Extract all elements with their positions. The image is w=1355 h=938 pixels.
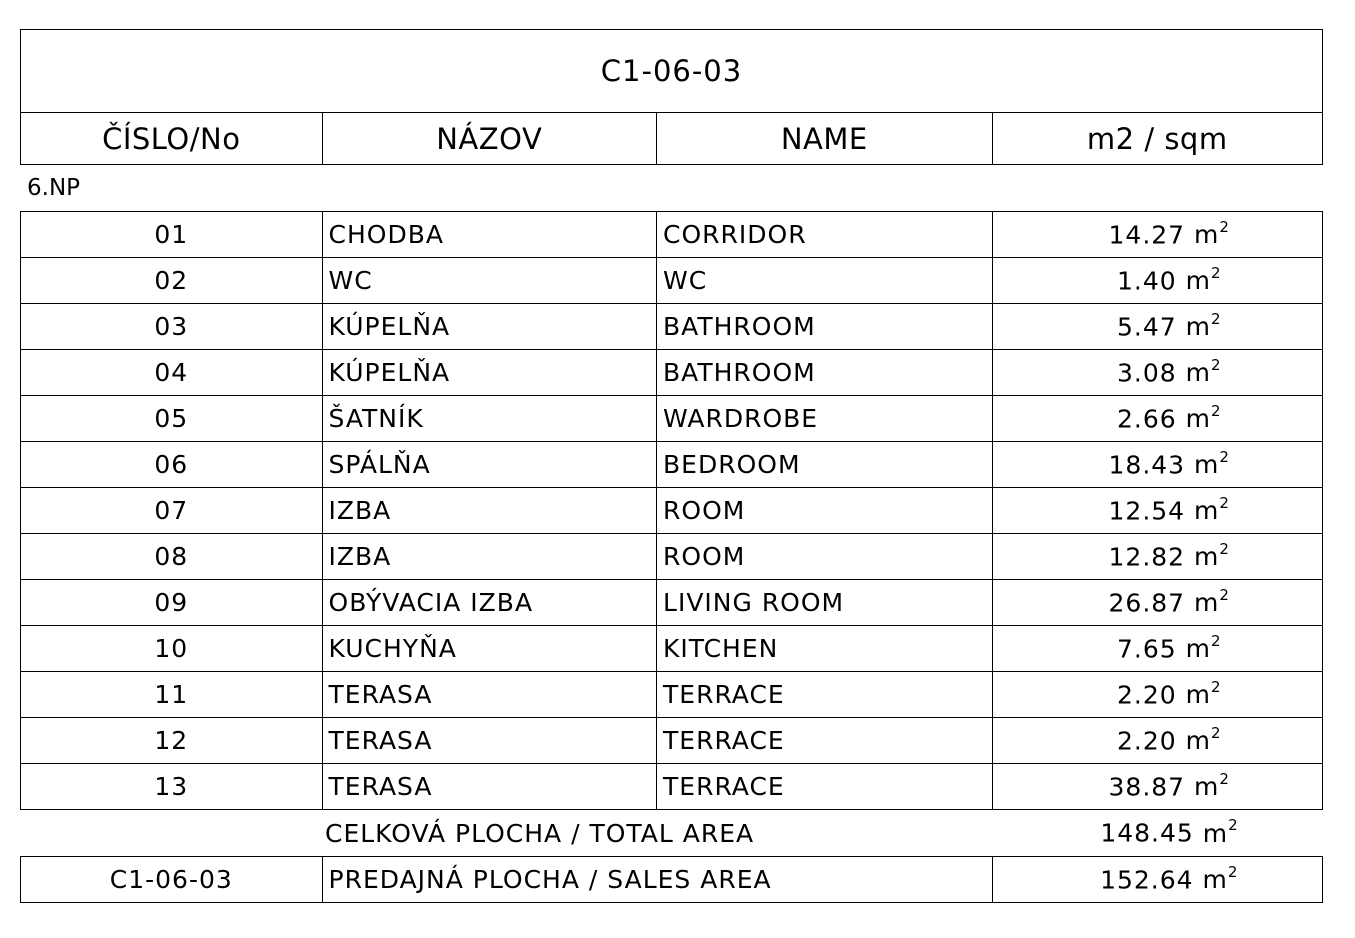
room-name: TERRACE — [656, 718, 991, 763]
room-area-value: 38.87 — [1108, 772, 1186, 802]
room-area-value: 1.40 — [1116, 266, 1177, 296]
rooms-table — [20, 211, 1323, 810]
room-name: BEDROOM — [656, 442, 991, 487]
total-label: CELKOVÁ PLOCHA / TOTAL AREA — [325, 818, 755, 848]
room-area-value: 18.43 — [1108, 450, 1186, 480]
room-name: ROOM — [656, 488, 991, 533]
sales-area-value: 152.64 — [1100, 865, 1194, 895]
room-area-value: 2.20 — [1116, 680, 1177, 710]
area-unit: $m^2$ — [1194, 539, 1230, 572]
room-name: TERRACE — [656, 672, 991, 717]
area-unit: $m^2$ — [1185, 677, 1222, 710]
table-row — [21, 764, 1322, 810]
area-unit: $m^2$ — [1185, 631, 1222, 664]
room-schedule — [20, 29, 1323, 903]
table-row — [21, 672, 1322, 718]
area-unit: $m^2$ — [1202, 862, 1239, 895]
room-area — [992, 672, 1322, 717]
room-name: BATHROOM — [656, 350, 991, 395]
floor-label — [20, 165, 1323, 211]
header-row — [20, 112, 1323, 165]
room-number: 11 — [154, 680, 189, 709]
room-area — [992, 304, 1322, 349]
room-area — [992, 442, 1322, 487]
total-row — [20, 810, 1323, 856]
room-area-value: 2.20 — [1116, 726, 1177, 756]
header-area: m2 / sqm — [992, 113, 1323, 164]
room-number: 06 — [154, 450, 189, 479]
area-unit: $m^2$ — [1185, 309, 1222, 342]
room-nazov: TERASA — [322, 718, 656, 763]
room-area-value: 5.47 — [1116, 312, 1177, 342]
room-nazov: CHODBA — [322, 212, 656, 257]
room-nazov: KUCHYŇA — [322, 626, 656, 671]
area-unit: $m^2$ — [1194, 493, 1230, 526]
table-row — [21, 258, 1322, 304]
table-row — [21, 580, 1322, 626]
area-unit: $m^2$ — [1194, 447, 1230, 480]
room-number: 04 — [154, 358, 189, 387]
room-name: ROOM — [656, 534, 991, 579]
total-area — [992, 810, 1323, 856]
room-nazov: ŠATNÍK — [322, 396, 656, 441]
area-unit: $m^2$ — [1185, 355, 1222, 388]
room-name: BATHROOM — [656, 304, 991, 349]
room-area — [992, 350, 1322, 395]
room-number: 12 — [154, 726, 189, 755]
table-row — [21, 534, 1322, 580]
room-area — [992, 626, 1322, 671]
room-area-value: 2.66 — [1116, 404, 1177, 434]
room-area — [992, 764, 1322, 809]
table-row — [21, 442, 1322, 488]
header-nazov: NÁZOV — [322, 113, 656, 164]
room-area-value: 26.87 — [1108, 588, 1186, 618]
room-number: 02 — [154, 266, 189, 295]
room-area — [992, 718, 1322, 763]
room-number: 09 — [154, 588, 189, 617]
room-area-value: 7.65 — [1116, 634, 1177, 664]
room-number: 03 — [154, 312, 189, 341]
area-unit: $m^2$ — [1185, 401, 1222, 434]
room-area — [992, 534, 1322, 579]
table-row — [21, 304, 1322, 350]
room-name: LIVING ROOM — [656, 580, 991, 625]
header-number: ČÍSLO/No — [102, 121, 241, 156]
room-nazov: SPÁLŇA — [322, 442, 656, 487]
room-name: WARDROBE — [656, 396, 991, 441]
room-nazov: KÚPELŇA — [322, 304, 656, 349]
room-area — [992, 488, 1322, 533]
schedule-title — [20, 29, 1323, 112]
room-nazov: TERASA — [322, 672, 656, 717]
table-row — [21, 396, 1322, 442]
room-area — [992, 396, 1322, 441]
sales-label: PREDAJNÁ PLOCHA / SALES AREA — [322, 857, 992, 902]
area-unit: $m^2$ — [1194, 585, 1230, 618]
room-nazov: WC — [322, 258, 656, 303]
room-area-value: 3.08 — [1116, 358, 1177, 388]
sales-row — [20, 856, 1323, 903]
room-area-value: 14.27 — [1108, 220, 1186, 250]
sales-area — [992, 857, 1322, 902]
room-name: KITCHEN — [656, 626, 991, 671]
room-nazov: IZBA — [322, 534, 656, 579]
header-name: NAME — [656, 113, 991, 164]
area-unit: $m^2$ — [1185, 263, 1222, 296]
room-nazov: KÚPELŇA — [322, 350, 656, 395]
room-number: 05 — [154, 404, 189, 433]
room-nazov: OBÝVACIA IZBA — [322, 580, 656, 625]
unit-code-title: C1-06-03 — [600, 54, 743, 88]
room-number: 01 — [154, 220, 189, 249]
table-row — [21, 212, 1322, 258]
room-name: CORRIDOR — [656, 212, 991, 257]
room-number: 07 — [154, 496, 189, 525]
table-row — [21, 718, 1322, 764]
area-unit: $m^2$ — [1194, 217, 1230, 250]
room-area — [992, 212, 1322, 257]
room-number: 08 — [154, 542, 189, 571]
room-area — [992, 580, 1322, 625]
table-row — [21, 350, 1322, 396]
area-unit: $m^2$ — [1202, 816, 1239, 848]
room-area — [992, 258, 1322, 303]
sales-code: C1-06-03 — [109, 865, 233, 894]
table-row — [21, 626, 1322, 672]
room-number: 10 — [154, 634, 189, 663]
room-name: TERRACE — [656, 764, 991, 809]
area-unit: $m^2$ — [1185, 723, 1222, 756]
room-number: 13 — [154, 772, 189, 801]
floor-label-text: 6.NP — [27, 175, 81, 201]
room-name: WC — [656, 258, 991, 303]
room-nazov: IZBA — [322, 488, 656, 533]
room-area-value: 12.82 — [1108, 542, 1186, 572]
total-area-value: 148.45 — [1100, 818, 1194, 848]
room-nazov: TERASA — [322, 764, 656, 809]
table-row — [21, 488, 1322, 534]
area-unit: $m^2$ — [1194, 769, 1230, 802]
room-area-value: 12.54 — [1108, 496, 1186, 526]
